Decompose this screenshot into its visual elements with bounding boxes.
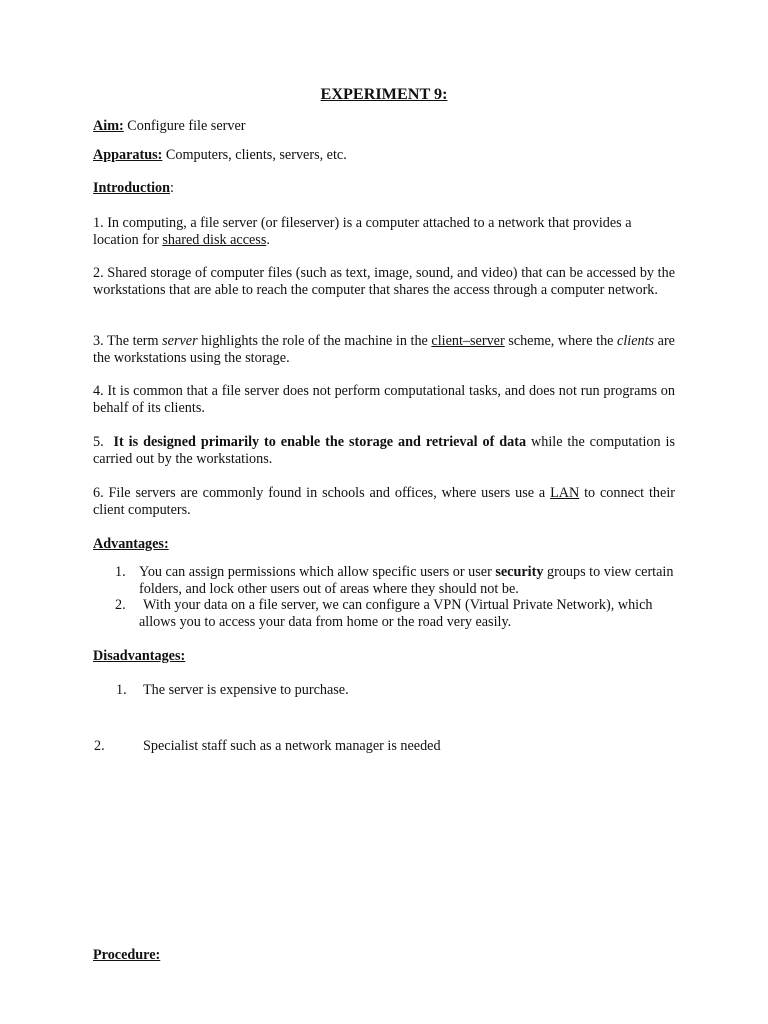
introduction-label: Introduction (93, 180, 170, 196)
list-item-number: 1. (116, 682, 127, 698)
lan-link[interactable]: LAN (550, 485, 580, 501)
advantage-1-bold: security (495, 564, 544, 580)
disadvantages-label: Disadvantages: (93, 648, 186, 664)
intro-p3-server: server (162, 333, 198, 349)
apparatus-line (93, 147, 675, 164)
list-item-text (139, 564, 677, 598)
aim-label: Aim: (93, 118, 124, 134)
intro-p6-text-2: to connect their client computers. (93, 485, 675, 518)
intro-p1-end: . (266, 232, 270, 248)
advantages-heading (93, 536, 675, 553)
intro-paragraph-2: 2. Shared storage of computer files (such as text, image, sound, and video) that can be accessed by the workstations that are able to reach the computer that shares the access through a computer network. (93, 265, 675, 298)
intro-p3-text-1: 3. The term (93, 333, 163, 349)
aim-line (93, 118, 675, 135)
apparatus-label: Apparatus: (93, 147, 163, 163)
intro-p3-clients: clients (617, 333, 655, 349)
advantage-1-text-2: groups to view certain folders, and lock other users out of areas where they should not be. (139, 564, 674, 597)
list-item-text: The server is expensive to purchase. (143, 682, 349, 698)
list-item-number: 2. (115, 597, 126, 613)
intro-p3-text-4: are the workstations using the storage. (93, 333, 675, 366)
list-item-text: Specialist staff such as a network manager is needed (143, 738, 441, 754)
aim-text: Configure file server (127, 118, 246, 134)
list-item-number: 1. (115, 564, 126, 580)
disadvantages-list (0, 682, 768, 762)
intro-paragraph-6 (93, 485, 675, 519)
advantages-label: Advantages: (93, 536, 169, 552)
procedure-heading (93, 947, 675, 964)
intro-p3-text-3: scheme, where the (504, 333, 618, 349)
client-server-link[interactable]: client–server (431, 333, 505, 349)
apparatus-text: Computers, clients, servers, etc. (165, 147, 347, 163)
intro-paragraph-5 (93, 434, 675, 468)
intro-p5-rest: while the computation is carried out by the workstations. (93, 434, 675, 467)
shared-disk-access-link[interactable]: shared disk access (162, 232, 267, 248)
intro-paragraph-3 (93, 333, 675, 367)
intro-p5-number: 5. (93, 434, 104, 450)
advantages-list (0, 564, 768, 634)
intro-p6-text-1: 6. File servers are commonly found in schools and offices, where users use a (93, 485, 551, 501)
disadvantages-heading (93, 648, 675, 665)
list-item-text: With your data on a file server, we can configure a VPN (Virtual Private Network), which allows you to access your data from home or the road very easily. (139, 597, 653, 630)
intro-paragraph-4: 4. It is common that a file server does not perform computational tasks, and does not run programs on behalf of its clients. (93, 383, 675, 416)
intro-p5-bold: It is designed primarily to enable the storage and retrieval of data (113, 434, 527, 450)
advantage-1-text-1: You can assign permissions which allow specific users or user (139, 564, 496, 580)
intro-p3-text-2: highlights the role of the machine in the (197, 333, 432, 349)
page-title: EXPERIMENT 9: (320, 85, 448, 103)
procedure-label: Procedure: (93, 947, 161, 963)
list-item-number: 2. (94, 738, 105, 754)
introduction-heading (93, 180, 675, 197)
intro-p1-text: 1. In computing, a file server (or fileserver) is a computer attached to a network that provides a location for (93, 215, 632, 248)
introduction-colon: : (170, 180, 174, 196)
intro-paragraph-1 (93, 215, 675, 249)
